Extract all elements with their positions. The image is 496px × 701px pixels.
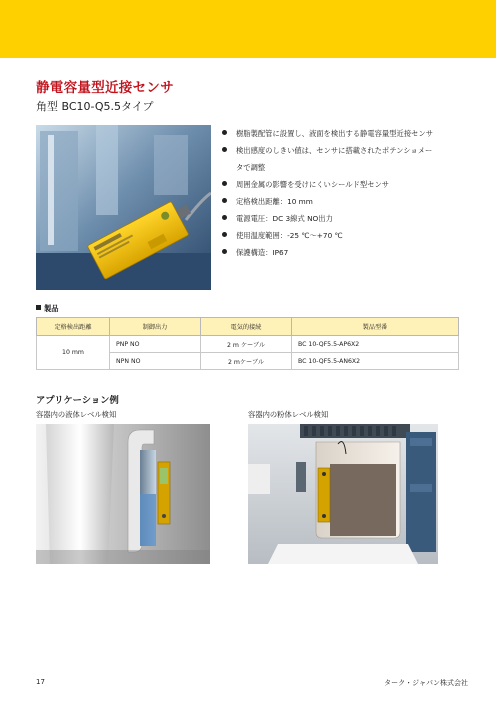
powder-level-illustration (248, 424, 438, 564)
feature-list (222, 125, 472, 261)
applications-heading: アプリケーション例 (36, 395, 119, 406)
connection-cell: 2 m ケーブル (201, 336, 292, 353)
liquid-caption: 容器内の液体レベル検知 (36, 410, 117, 419)
square-bullet-icon (36, 305, 41, 310)
product-table (36, 317, 459, 370)
header-band (0, 0, 496, 58)
product-photo (36, 125, 211, 290)
table-header-row (37, 318, 459, 336)
feature-item-continuation: タで調整 (236, 163, 266, 172)
feature-item: 周囲金属の影響を受けにくいシールド型センサ (222, 176, 472, 193)
model-cell: BC 10-QF5.5-AP6X2 (292, 336, 459, 353)
output-cell: PNP NO (110, 336, 201, 353)
column-header: 製品型番 (292, 318, 459, 336)
column-header: 電気的接続 (201, 318, 292, 336)
column-header: 定格検出距離 (37, 318, 110, 336)
column-header: 制御出力 (110, 318, 201, 336)
feature-item: 保護構造：IP67 (222, 244, 472, 261)
page-title: 静電容量型近接センサ (36, 80, 174, 96)
bullet-icon (222, 215, 227, 220)
bullet-icon (222, 181, 227, 186)
feature-item: 定格検出距離：10 mm (222, 193, 472, 210)
bullet-icon (222, 232, 227, 237)
page-number: 17 (36, 678, 45, 686)
bullet-icon (222, 198, 227, 203)
feature-item: 樹脂製配管に設置し、液面を検出する静電容量型近接センサ (222, 125, 472, 142)
bullet-icon (222, 249, 227, 254)
distance-cell: 10 mm (37, 336, 110, 370)
feature-item: 検出感度のしきい値は、センサに搭載されたポテンショメー (222, 142, 472, 159)
table-row (37, 336, 459, 353)
bullet-icon (222, 130, 227, 135)
output-cell: NPN NO (110, 353, 201, 370)
liquid-level-illustration (36, 424, 210, 564)
bullet-icon (222, 147, 227, 152)
company-name: ターク・ジャパン株式会社 (384, 679, 468, 687)
products-heading: 製品 (36, 304, 59, 314)
powder-caption: 容器内の粉体レベル検知 (248, 410, 329, 419)
feature-item: 電源電圧：DC 3線式 NO出力 (222, 210, 472, 227)
connection-cell: 2 mケーブル (201, 353, 292, 370)
page-subtitle: 角型 BC10-Q5.5タイプ (36, 100, 154, 113)
model-cell: BC 10-QF5.5-AN6X2 (292, 353, 459, 370)
feature-item: 使用温度範囲：-25 ℃〜+70 ℃ (222, 227, 472, 244)
